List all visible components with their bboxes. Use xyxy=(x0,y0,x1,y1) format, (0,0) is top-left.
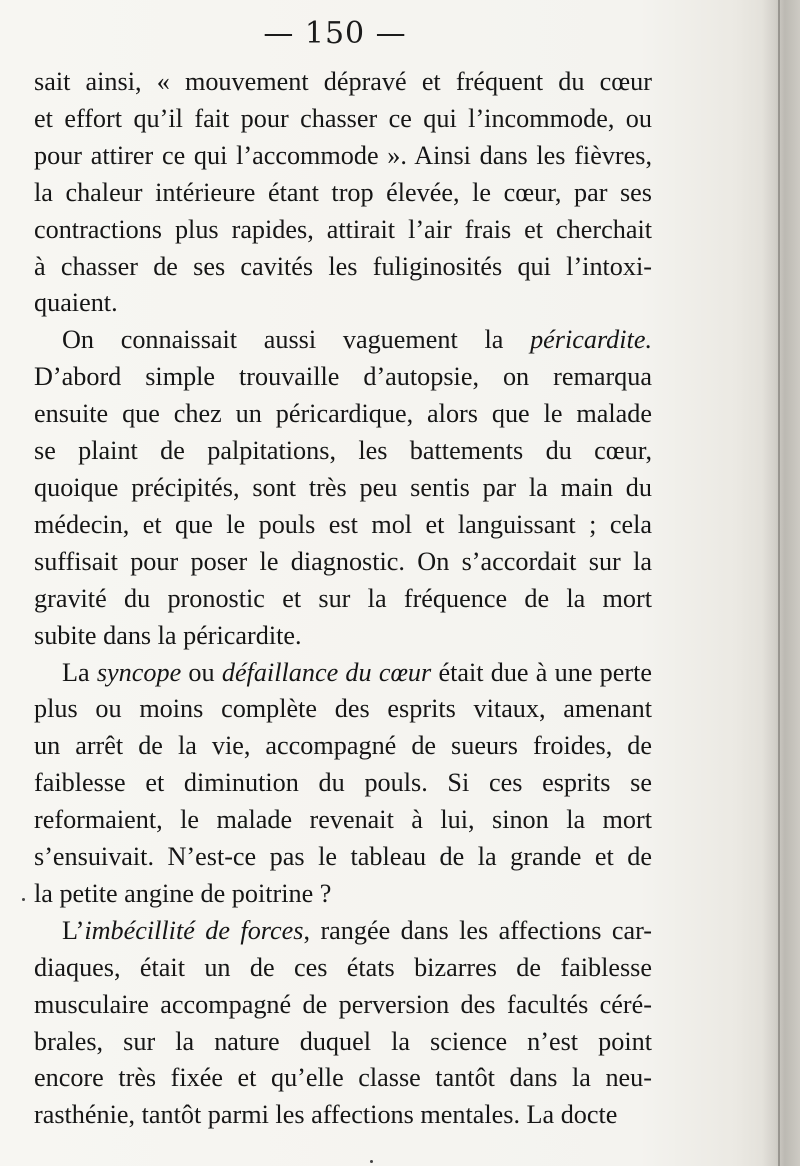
print-speck xyxy=(370,1160,373,1163)
text-line xyxy=(34,913,652,950)
text-line xyxy=(34,765,652,802)
text-run: était due à une perte xyxy=(431,657,653,687)
text-run: pour attirer ce qui l’accommode ». Ainsi dans les fièvres, xyxy=(34,140,652,170)
paragraph-p3 xyxy=(34,655,652,913)
text-run: rasthénie, tantôt parmi les affections mentales. La docte xyxy=(34,1100,618,1130)
text-run: s’ensuivait. N’est-ce pas le tableau de la grande et de xyxy=(34,842,652,872)
text-line xyxy=(34,987,652,1024)
text-line xyxy=(34,322,652,359)
text-run: suffisait pour poser le diagnostic. On s’accordait sur la xyxy=(34,546,652,576)
text-run: quaient. xyxy=(34,288,118,318)
text-run: quoique précipités, sont très peu sentis par la main du xyxy=(34,472,652,502)
text-line xyxy=(34,470,652,507)
text-line xyxy=(34,285,652,322)
print-speck xyxy=(22,898,25,901)
text-line xyxy=(34,138,652,175)
body-text xyxy=(34,64,652,1134)
text-run: On connaissait aussi vaguement la xyxy=(62,325,531,355)
text-run: brales, sur la nature duquel la science n’est point xyxy=(34,1026,652,1056)
text-run: D’abord simple trouvaille d’autopsie, on remarqua xyxy=(34,362,652,392)
text-run: La xyxy=(62,657,97,687)
text-run: plus ou moins complète des esprits vitaux, amenant xyxy=(34,694,652,724)
text-line xyxy=(34,839,652,876)
text-run: , rangée dans les affections car- xyxy=(303,915,652,945)
text-line xyxy=(34,1060,652,1097)
text-line xyxy=(34,950,652,987)
text-run: gravité du pronostic et sur la fréquence de la mort xyxy=(34,583,652,613)
text-run: sait ainsi, « mouvement dépravé et fréquent du cœur xyxy=(34,67,652,96)
italic-term: imbécillité de forces xyxy=(84,915,304,945)
text-line xyxy=(34,396,652,433)
text-run: L’ xyxy=(62,915,85,945)
text-line xyxy=(34,507,652,544)
text-line xyxy=(34,1097,652,1134)
text-line xyxy=(34,1024,652,1061)
text-line xyxy=(34,876,652,913)
italic-term: péricardite. xyxy=(530,325,652,355)
text-line xyxy=(34,212,652,249)
text-run: médecin, et que le pouls est mol et languissant ; cela xyxy=(34,509,652,539)
text-line xyxy=(34,802,652,839)
text-line xyxy=(34,728,652,765)
text-run: ensuite que chez un péricardique, alors que le malade xyxy=(34,399,652,429)
paragraph-p1 xyxy=(34,64,652,322)
text-run: contractions plus rapides, attirait l’air frais et cherchait xyxy=(34,214,652,244)
text-run: la petite angine de poitrine ? xyxy=(34,878,332,908)
text-run: un arrêt de la vie, accompagné de sueurs froides, de xyxy=(34,731,652,761)
text-run: et effort qu’il fait pour chasser ce qui l’incommode, ou xyxy=(34,103,652,133)
page-edge-line xyxy=(778,0,780,1166)
text-run: la chaleur intérieure étant trop élevée, le cœur, par ses xyxy=(34,177,652,207)
text-line xyxy=(34,101,652,138)
text-line xyxy=(34,618,652,655)
text-line xyxy=(34,655,652,692)
text-line xyxy=(34,544,652,581)
paragraph-p4 xyxy=(34,913,652,1134)
text-line xyxy=(34,433,652,470)
text-run: ou xyxy=(181,657,222,687)
page-gutter-shadow xyxy=(762,0,800,1166)
italic-term: syncope xyxy=(96,657,182,687)
text-line xyxy=(34,581,652,618)
text-run: encore très fixée et qu’elle classe tantôt dans la neu- xyxy=(34,1063,652,1093)
text-run: reformaient, le malade revenait à lui, sinon la mort xyxy=(34,805,652,835)
text-line xyxy=(34,175,652,212)
text-run: se plaint de palpitations, les battements du cœur, xyxy=(34,436,652,466)
italic-term: défaillance du cœur xyxy=(221,657,432,687)
text-run: musculaire accompagné de perversion des facultés céré- xyxy=(34,989,652,1019)
text-run: diaques, était un de ces états bizarres de faiblesse xyxy=(34,952,652,982)
text-line xyxy=(34,64,652,101)
text-run: faiblesse et diminution du pouls. Si ces esprits se xyxy=(34,768,652,798)
text-line xyxy=(34,359,652,396)
paragraph-p2 xyxy=(34,322,652,654)
text-run: subite dans la péricardite. xyxy=(34,620,302,650)
text-run: à chasser de ses cavités les fuliginosités qui l’intoxi- xyxy=(34,251,652,281)
text-line xyxy=(34,691,652,728)
page-number: — 150 — xyxy=(263,16,407,51)
text-line xyxy=(34,249,652,286)
